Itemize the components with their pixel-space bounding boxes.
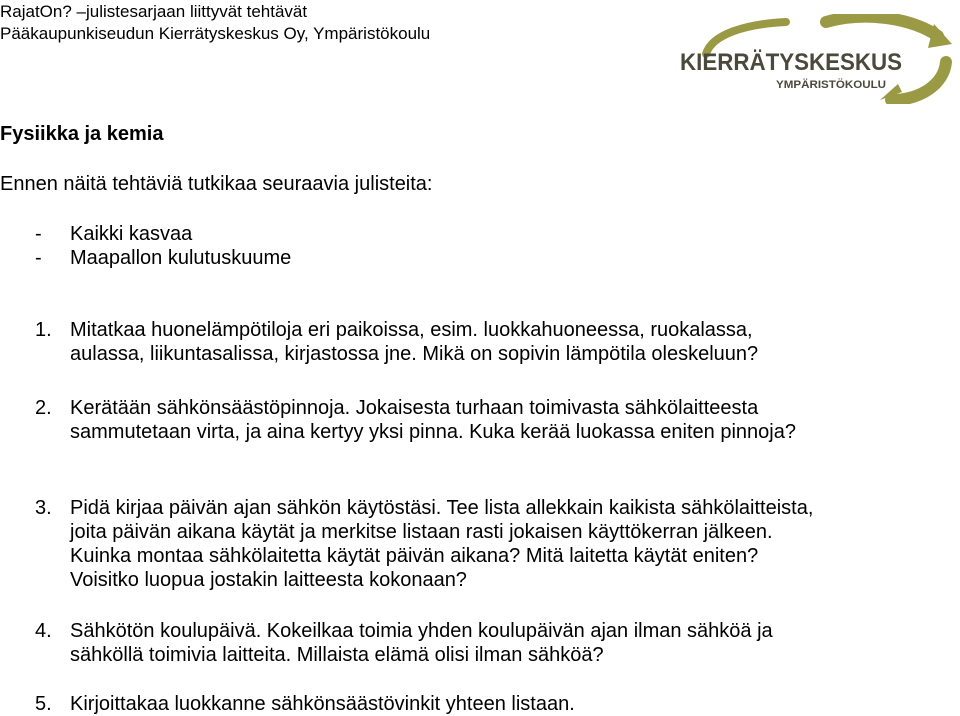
task-number: 5. xyxy=(35,693,52,715)
bullet-text: Kaikki kasvaa xyxy=(70,223,193,245)
task-item xyxy=(0,496,860,592)
bullet-mark: - xyxy=(35,223,42,245)
task-text: Kerätään sähkönsäästöpinnoja. Jokaisesta turhaan toimivasta sähkölaitteesta sammutetaan virta, ja aina kertyy yksi pinna. Kuka kerää luokassa eniten pinnoja? xyxy=(70,397,796,443)
task-item xyxy=(0,619,860,667)
task-number: 3. xyxy=(35,497,52,519)
bullet-mark: - xyxy=(35,247,42,269)
task-number: 2. xyxy=(35,397,52,419)
svg-text:KIERRÄTYSKESKUS: KIERRÄTYSKESKUS xyxy=(680,49,902,76)
section-heading: Fysiikka ja kemia xyxy=(0,123,164,145)
task-text: Kirjoittakaa luokkanne sähkönsäästövinkit yhteen listaan. xyxy=(70,693,575,715)
task-number: 1. xyxy=(35,319,52,341)
task-text: Mitatkaa huonelämpötiloja eri paikoissa, esim. luokkahuoneessa, ruokalassa, aulassa, liikuntasalissa, kirjastossa jne. Mikä on sopivin lämpötila oleskeluun? xyxy=(70,319,759,365)
list-item xyxy=(0,222,291,246)
list-item xyxy=(0,246,291,270)
kierratyskeskus-logo xyxy=(676,14,960,104)
header-organization: Pääkaupunkiseudun Kierrätyskeskus Oy, Ympäristökoulu xyxy=(0,24,431,43)
task-item xyxy=(0,318,860,366)
task-item xyxy=(0,396,860,444)
svg-text:YMPÄRISTÖKOULU: YMPÄRISTÖKOULU xyxy=(776,79,881,91)
task-text: Pidä kirjaa päivän ajan sähkön käytöstäsi. Tee lista allekkain kaikista sähkölaitteista, joita päivän aikana käytät ja merkitse listaan rasti jokaisen käyttökerran jälkeen. Kuinka montaa sähkölaitetta käytät päivän aikana? Mitä laitetta käytät eniten? Voisitko luopua jostakin laitteesta kokonaan? xyxy=(70,497,814,591)
bullet-text: Maapallon kulutuskuume xyxy=(70,247,292,269)
poster-list xyxy=(0,222,291,270)
task-number: 4. xyxy=(35,620,52,642)
header-title: RajatOn? –julistesarjaan liittyvät tehtävät xyxy=(0,2,308,21)
task-item xyxy=(0,692,860,716)
task-text: Sähkötön koulupäivä. Kokeilkaa toimia yhden koulupäivän ajan ilman sähköä ja sähköllä toimivia laitteita. Millaista elämä olisi ilman sähköä? xyxy=(70,620,773,666)
intro-text: Ennen näitä tehtäviä tutkikaa seuraavia julisteita: xyxy=(0,173,433,195)
